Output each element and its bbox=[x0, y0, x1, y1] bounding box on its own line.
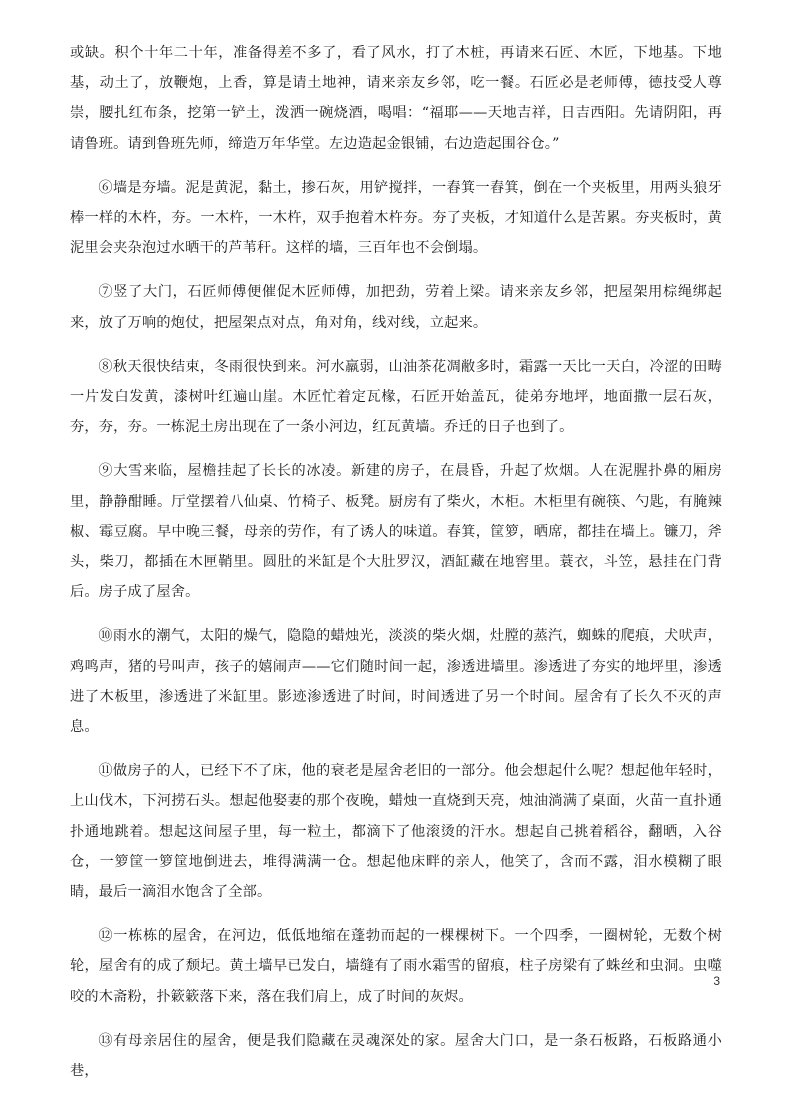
paragraph-9: ⑨大雪来临，屋檐挂起了长长的冰凌。新建的房子，在晨昏，升起了炊烟。人在泥腥扑鼻的厢房里，静静酣睡。厅堂摆着八仙桌、竹椅子、板凳。厨房有了柴火，木柜。木柜里有碗筷、勺匙，有腌辣椒、霉豆腐。早中晚三餐，母亲的劳作，有了诱人的味道。春箕，筐箩，晒席，都挂在墙上。镰刀，斧头，柴刀，都插在木匣鞘里。圆肚的米缸是个大肚罗汉，酒缸藏在地窖里。蓑衣，斗笠，悬挂在门背后。房子成了屋舍。 bbox=[70, 463, 722, 601]
document-page bbox=[70, 38, 722, 1100]
paragraph-10: ⑩雨水的潮气，太阳的燥气，隐隐的蜡烛光，淡淡的柴火烟，灶膛的蒸汽，蜘蛛的爬痕，犬吠声，鸡鸣声，猪的号叫声，孩子的嬉闹声——它们随时间一起，渗透进墙里。渗透进了夯实的地坪里，渗透进了木板里，渗透进了米缸里。影迹渗透进了时间，时间透进了另一个时间。屋舍有了长久不灭的声息。 bbox=[70, 628, 722, 736]
paragraph-13: ⑬有母亲居住的屋舍，便是我们隐藏在灵魂深处的家。屋舍大门口，是一条石板路，石板路通小巷， bbox=[70, 1032, 722, 1080]
paragraph-6: ⑥墙是夯墙。泥是黄泥，黏土，掺石灰，用铲搅拌，一舂箕一舂箕，倒在一个夹板里，用两头狼牙棒一样的木杵，夯。一木杵，一木杵，双手抱着木杵夯。夯了夹板，才知道什么是苦累。夯夹板时，黄泥里会夹杂泡过水晒干的芦苇秆。这样的墙，三百年也不会倒塌。 bbox=[70, 179, 722, 257]
paragraph-12: ⑫一栋栋的屋舍，在河边，低低地缩在蓬勃而起的一棵棵树下。一个四季，一圈树轮，无数个树轮，屋舍有的成了颓圮。黄土墙早已发白，墙缝有了雨水霜雪的留痕，柱子房梁有了蛛丝和虫洞。虫噬咬的木斋粉，扑簌簌落下来，落在我们肩上，成了时间的灰烬。 bbox=[70, 928, 722, 1005]
paragraph-11: ⑪做房子的人，已经下不了床，他的衰老是屋舍老旧的一部分。他会想起什么呢？想起他年轻时，上山伐木，下河捞石头。想起他娶妻的那个夜晚，蜡烛一直烧到天亮，烛油淌满了桌面，火苗一直扑通扑通地跳着。想起这间屋子里，每一粒土，都滴下了他滚烫的汗水。想起自己挑着稻谷，翻晒，入谷仓，一箩筐一箩筐地倒进去，堆得满满一仓。想起他床畔的亲人，他笑了，含而不露，泪水模糊了眼睛，最后一滴泪水饱含了全部。 bbox=[70, 763, 722, 901]
paragraph-continuation: 或缺。积个十年二十年，准备得差不多了，看了风水，打了木桩，再请来石匠、木匠，下地基。下地基，动土了，放鞭炮，上香，算是请土地神，请来亲友乡邻，吃一餐。石匠必是老师傅，德技受人尊崇，腰扎红布条，挖第一铲土，泼洒一碗烧酒，喝唱：“福耶——天地吉祥，日吉西阳。先请阴阳，再请鲁班。请到鲁班先师，缔造万年华堂。左边造起金银铺，右边造起围谷仓。” bbox=[70, 45, 722, 152]
paragraph-7: ⑦竖了大门，石匠师傅便催促木匠师傅，加把劲，劳着上梁。请来亲友乡邻，把屋架用棕绳绑起来，放了万响的炮仗，把屋架点对点，角对角，线对线，立起来。 bbox=[70, 284, 722, 331]
page-number: 3 bbox=[713, 974, 720, 988]
paragraph-8: ⑧秋天很快结束，冬雨很快到来。河水羸弱，山油茶花凋敝多时，霜露一天比一天白，冷涩的田畴一片发白发黄，漆树叶红遍山崖。木匠忙着定瓦椽，石匠开始盖瓦，徒弟夯地坪，地面撒一层石灰，夯，夯，夯。一栋泥土房出现在了一条小河边，红瓦黄墙。乔迁的日子也到了。 bbox=[70, 358, 722, 436]
